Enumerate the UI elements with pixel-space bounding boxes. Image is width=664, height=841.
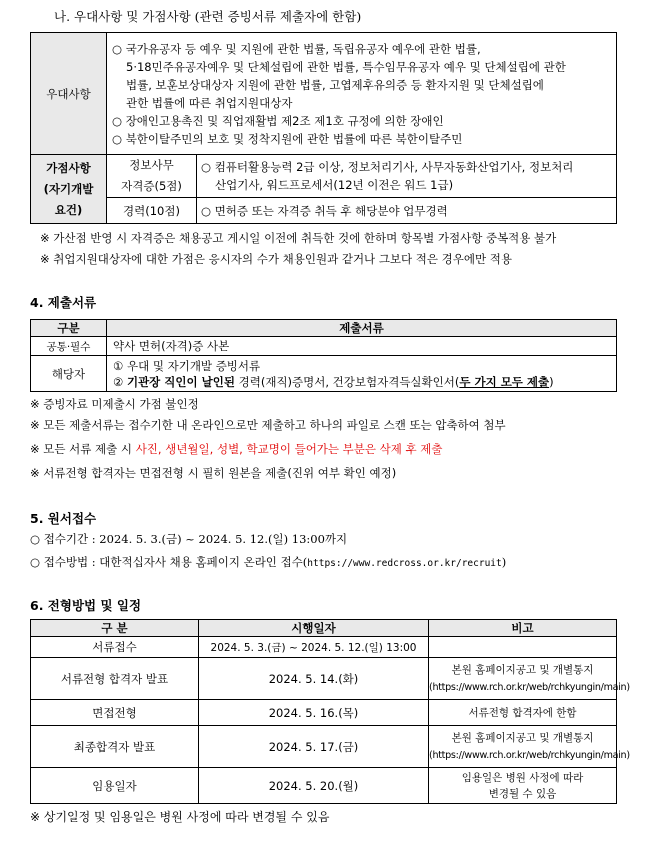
doc-line-mid: 경력(재직)증명서, 건강보험자격득실확인서(: [234, 374, 460, 389]
pref-line: 5·18민주유공자예우 및 단체설립에 관한 법률, 특수임무유공자 예우 및 단체설립에 관한: [126, 59, 566, 74]
remark-url: (https://www.rch.or.kr/web/rchkyungin/main): [429, 749, 630, 761]
method-text: ○ 접수방법 : 대한적십자사 채용 홈페이지 온라인 접수(: [30, 555, 308, 569]
schedule-cell: [199, 726, 429, 768]
schedule-note: ※ 상기일정 및 임용일은 병원 사정에 따라 변경될 수 있음: [30, 810, 330, 824]
doc-line-end: ): [549, 374, 554, 389]
documents-note: ※ 서류전형 합격자는 면접전형 시 필히 원본을 제출(진위 여부 확인 예정): [30, 466, 397, 480]
bonus-name-cell: [107, 198, 197, 224]
bonus-name-cell: [107, 155, 197, 198]
cell-text: 최종합격자 발표: [73, 739, 156, 754]
bonus-label-cell: [31, 155, 107, 224]
doc-line: ① 우대 및 자기개발 증빙서류: [113, 358, 261, 373]
documents-note: ※ 증빙자료 미제출시 가점 불인정: [30, 397, 199, 411]
schedule-cell: [31, 700, 199, 726]
remark-line: 변경될 수 있음: [488, 787, 557, 800]
schedule-cell: [31, 768, 199, 804]
cell-text: 2024. 5. 14.(화): [268, 671, 359, 686]
schedule-head-col2: [199, 620, 429, 637]
cell-text: 면접전형: [92, 705, 137, 720]
schedule-cell: [429, 726, 630, 768]
documents-note: ※ 모든 제출서류는 접수기한 내 온라인으로만 제출하고 하나의 파일로 스캔 또는 압축하여 첨부: [30, 418, 506, 432]
cell-text: 해당자: [51, 366, 86, 381]
documents-head-col2: [107, 320, 617, 337]
bonus-name: 경력(10점): [123, 203, 180, 218]
remark-line: 본원 홈페이지공고 및 개별통지: [451, 731, 594, 744]
pref-label: 우대사항: [46, 86, 91, 101]
section6-title: 6. 전형방법 및 일정: [30, 598, 142, 613]
documents-row2-col2: [107, 356, 617, 392]
pref-line: 관한 법률에 따른 취업지원대상자: [126, 95, 293, 110]
bonus-note: ※ 취업지원대상자에 대한 가점은 응시자의 수가 채용인원과 같거나 그보다 적은 경우에만 적용: [40, 252, 512, 266]
preference-table: [30, 32, 617, 224]
cell-text: 2024. 5. 17.(금): [268, 739, 359, 754]
bonus-label-line: 가점사항: [46, 160, 91, 175]
pref-line: ○ 장애인고용촉진 및 직업재활법 제2조 제1호 규정에 의한 장애인: [112, 113, 444, 128]
header-label: 비고: [511, 621, 534, 635]
header-label: 제출서류: [339, 321, 384, 335]
schedule-cell: [199, 658, 429, 700]
header-label: 시행일자: [291, 621, 336, 635]
pref-line: 법률, 보훈보상대상자 지원에 관한 법률, 고엽제후유의증 등 환자지원 및 단체설립에: [126, 77, 544, 92]
remark-url: (https://www.rch.or.kr/web/rchkyungin/main): [429, 681, 630, 693]
application-period: ○ 접수기간 : 2024. 5. 3.(금) ~ 2024. 5. 12.(일) 13:00까지: [30, 532, 348, 546]
bonus-desc-cell: [197, 155, 617, 198]
documents-row1-col1: [31, 337, 107, 356]
section4-title: 4. 제출서류: [30, 295, 97, 310]
note-red-text: 사진, 생년월일, 성별, 학교명이 들어가는 부분은 삭제 후 제출: [135, 442, 443, 456]
doc-line-bold: 기관장 직인이 날인된: [126, 374, 235, 389]
schedule-cell: [199, 700, 429, 726]
cell-text: 약사 면허(자격)증 사본: [113, 339, 230, 353]
bonus-label-line: (자기개발: [43, 181, 94, 196]
bonus-desc-cell: [197, 198, 617, 224]
schedule-cell: [31, 637, 199, 658]
schedule-cell: [429, 768, 617, 804]
bonus-desc-line: ○ 면허증 또는 자격증 취득 후 해당분야 업무경력: [201, 203, 448, 218]
schedule-cell: [199, 768, 429, 804]
schedule-cell: [31, 726, 199, 768]
cell-text: 임용일자: [92, 778, 137, 793]
doc-line-underlined: 두 가지 모두 제출: [459, 374, 550, 389]
section-na-title: 나. 우대사항 및 가점사항 (관련 증빙서류 제출자에 한함): [54, 9, 362, 24]
section5-title: 5. 원서접수: [30, 511, 97, 526]
documents-row1-col2: [107, 337, 617, 356]
cell-text: 서류전형 합격자 발표: [60, 671, 169, 686]
bonus-name: 자격증(5점): [121, 179, 182, 193]
header-label: 구 분: [101, 621, 128, 635]
schedule-table: [30, 619, 630, 804]
remark-line: 본원 홈페이지공고 및 개별통지: [451, 663, 594, 676]
doc-line-prefix: ②: [113, 374, 127, 389]
schedule-cell: [199, 637, 429, 658]
application-method: [30, 553, 506, 573]
schedule-head-col3: [429, 620, 617, 637]
documents-table: [30, 319, 617, 392]
recruit-link[interactable]: https://www.redcross.or.kr/recruit: [307, 558, 502, 569]
bonus-desc-line: ○ 컴퓨터활용능력 2급 이상, 정보처리기사, 사무자동화산업기사, 정보처리: [201, 160, 574, 174]
pref-content-cell: [107, 33, 617, 155]
schedule-cell: [429, 658, 630, 700]
doc-line: [113, 374, 616, 390]
cell-text: 공통·필수: [46, 340, 91, 353]
documents-row2-col1: [31, 356, 107, 392]
note-prefix: ※ 모든 서류 제출 시: [30, 442, 136, 456]
schedule-cell: [429, 700, 617, 726]
documents-head-col1: [31, 320, 107, 337]
pref-line: ○ 북한이탈주민의 보호 및 정착지원에 관한 법률에 따른 북한이탈주민: [112, 131, 463, 146]
documents-note: [30, 440, 443, 458]
pref-label-cell: [31, 33, 107, 155]
header-label: 구분: [57, 321, 80, 335]
remark-line: 서류전형 합격자에 한함: [468, 707, 577, 719]
bonus-desc-line: 산업기사, 워드프로세서(12년 이전은 워드 1급): [215, 178, 454, 192]
schedule-head-col1: [31, 620, 199, 637]
cell-text: 2024. 5. 3.(금) ~ 2024. 5. 12.(일) 13:00: [210, 641, 417, 654]
cell-text: 2024. 5. 16.(목): [268, 705, 359, 720]
method-end: ): [501, 555, 507, 569]
bonus-name: 정보사무: [129, 158, 174, 172]
bonus-note: ※ 가산점 반영 시 자격증은 채용공고 게시일 이전에 취득한 것에 한하며 항목별 가점사항 중복적용 불가: [40, 231, 557, 245]
pref-line: ○ 국가유공자 등 예우 및 지원에 관한 법률, 독립유공자 예우에 관한 법률,: [112, 41, 481, 56]
cell-text: 2024. 5. 20.(월): [268, 778, 359, 793]
bonus-label-line: 요건): [54, 202, 83, 217]
remark-line: 임용일은 병원 사정에 따라: [461, 771, 584, 784]
cell-text: 서류접수: [92, 640, 137, 654]
schedule-cell: [429, 637, 617, 658]
schedule-cell: [31, 658, 199, 700]
